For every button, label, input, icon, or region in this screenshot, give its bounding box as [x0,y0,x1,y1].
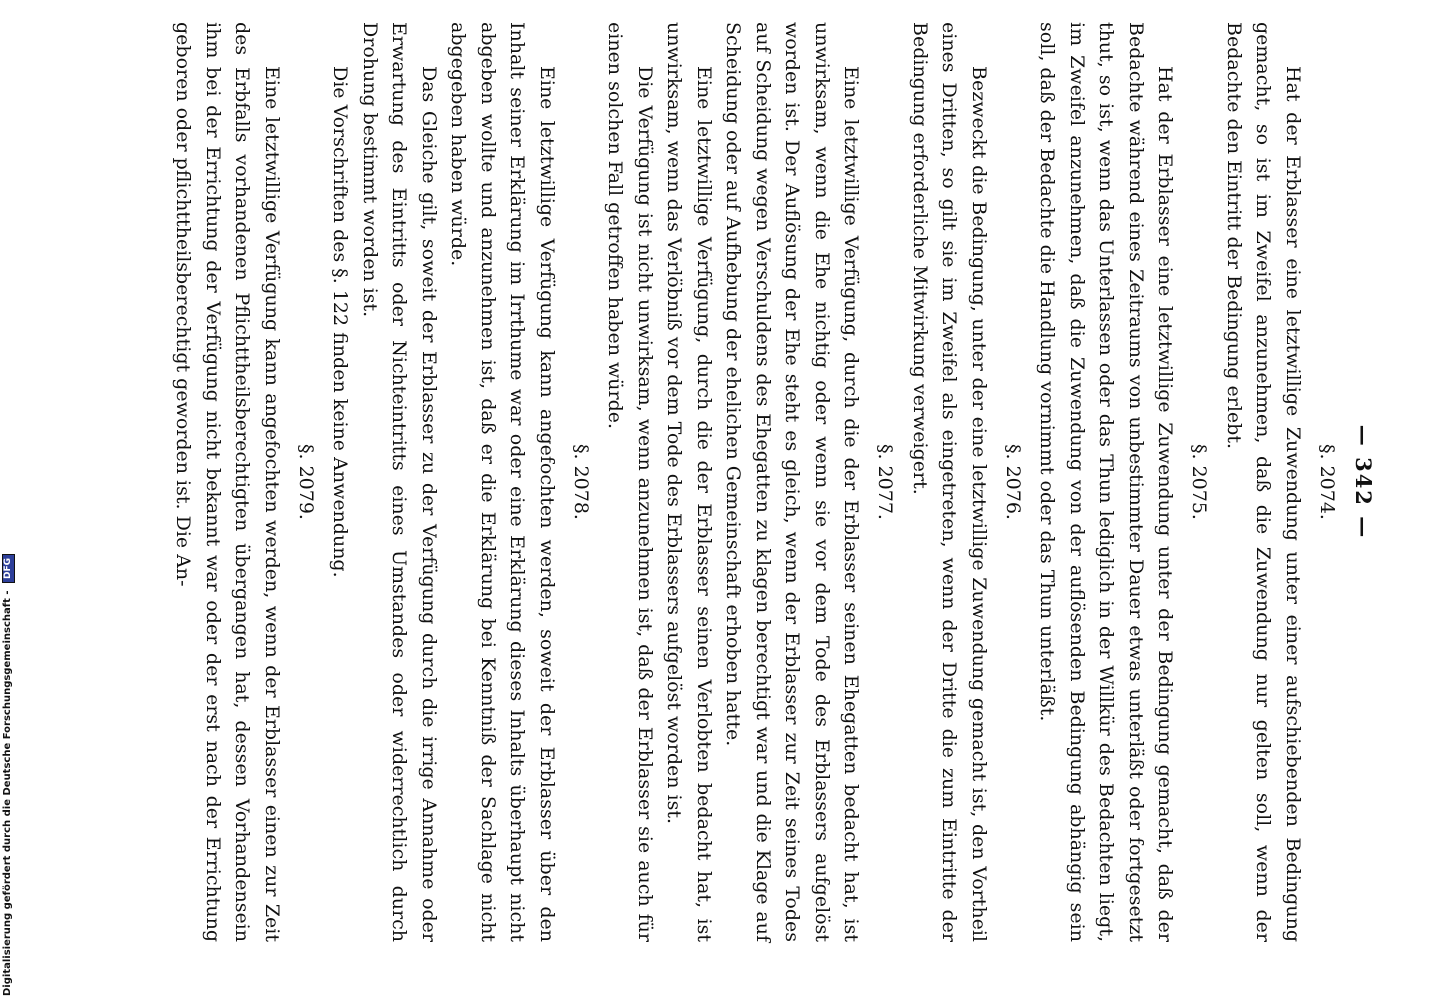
paragraph: Die Verfügung ist nicht unwirksam, wenn anzunehmen ist, daß der Erblasser sie auch für einen solchen Fall getroffen haben würde. [604,22,656,942]
document-page [78,22,1378,942]
paragraph: Hat der Erblasser eine letztwillige Zuwendung unter der Bedingung gemacht, daß der Bedachte während eines Zeitraums von unbestimmter Dauer etwas unterläßt oder fortgesetzt thut, so ist, wenn das Unterlassen oder das Thun lediglich in der Willkür des Bedachten liegt, im Zweifel anzunehmen, daß die Zuwendung von der auflösenden Bedingung abhängig sein soll, daß der Bedachte die Handlung vornimmt oder das Thun unterläßt. [1036,22,1177,942]
section-2078 [325,22,596,942]
paragraph: Eine letztwillige Verfügung kann angefochten werden, wenn der Erblasser einen zur Zeit des Erbfalls vorhandenen Pflichttheilsberechtigten übergangen hat, dessen Vorhandensein ihm bei der Errichtung der Verfügung nicht bekannt war oder der erst nach der Errichtung geboren oder pflichttheilsberechtigt geworden ist. Die An- [172,22,283,942]
dfg-logo: DFG [2,554,15,583]
section-heading: §. 2076. [1002,444,1024,520]
section-2074 [1219,22,1343,942]
paragraph: Eine letztwillige Verfügung, durch die der Erblasser seinen Verlobten bedacht hat, ist unwirksam, wenn das Verlöbniß vor dem Tode des Erblassers aufgelöst worden ist. [663,22,715,942]
digitization-credit [2,554,15,996]
paragraph: Bezweckt die Bedingung, unter der eine letztwillige Zuwendung gemacht ist, den Vortheil eines Dritten, so gilt sie im Zweifel als eingetreten, wenn der Dritte die zum Eintritte der Bedingung erforderliche Mitwirkung verweigert. [909,22,990,942]
digitization-sidebar [0,0,22,1000]
paragraph: Die Vorschriften des §. 122 finden keine Anwendung. [329,66,352,578]
section-2075 [1032,22,1215,942]
section-heading: §. 2075. [1188,444,1211,520]
paragraph: Das Gleiche gilt, soweit der Erblasser zu der Verfügung durch die irrige Annahme oder Erwartung des Eintritts oder Nichteintritts eines Umstandes oder widerrechtlich durch Drohung bestimmt worden ist. [359,22,440,942]
section-heading: §. 2077. [874,444,897,520]
section-heading: §. 2079. [295,444,317,520]
section-2076 [905,22,1029,942]
page-number: — 342 — [1351,424,1376,540]
section-2077 [600,22,901,942]
section-heading: §. 2074. [1316,444,1338,520]
section-heading: §. 2078. [570,444,592,520]
paragraph: Eine letztwillige Verfügung, durch die der Erblasser seinen Ehegatten bedacht hat, ist unwirksam, wenn die Ehe nichtig oder wenn sie vor dem Tode des Erblassers aufgelöst worden ist. Der Auflösung der Ehe steht es gleich, wenn der Erblasser zur Zeit seines Todes auf Scheidung wegen Verschuldens des Ehegatten zu klagen berechtigt war und die Klage auf Scheidung oder auf Aufhebung der ehelichen Gemeinschaft erhoben hatte. [722,22,863,942]
digitization-credit-text: Digitalisierung gefördert durch die Deutsche Forschungsgemeinschaft - [2,590,13,996]
paragraph: Hat der Erblasser eine letztwillige Zuwendung unter einer aufschiebenden Bedingung gemacht, so ist im Zweifel anzunehmen, daß die Zuwendung nur gelten soll, wenn der Bedachte den Eintritt der Bedingung erlebt. [1223,22,1304,942]
paragraph: Eine letztwillige Verfügung kann angefochten werden, soweit der Erblasser über den Inhalt seiner Erklärung im Irrthume war oder eine Erklärung dieses Inhalts überhaupt nicht abgeben wollte und anzunehmen ist, daß er die Erklärung bei Kenntniß der Sachlage nicht abgegeben haben würde. [447,22,558,942]
section-2079 [168,22,321,942]
